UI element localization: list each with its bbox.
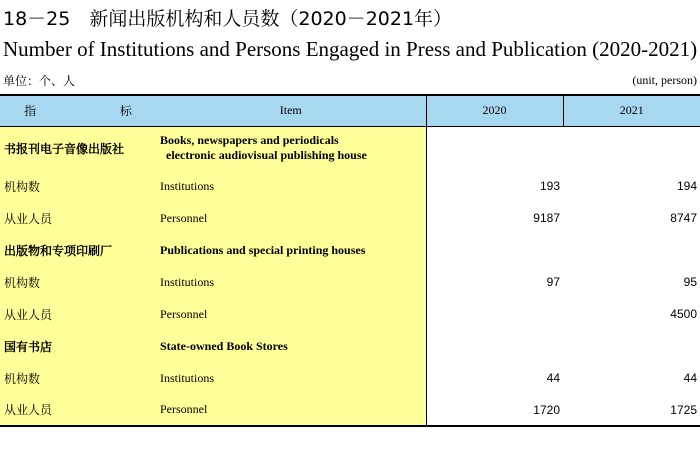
section-row-printing-houses bbox=[0, 234, 700, 266]
row-label-en-line2: electronic audiovisual publishing house bbox=[166, 148, 367, 163]
value-2021: 194 bbox=[676, 179, 697, 193]
value-2021 bbox=[563, 126, 700, 170]
table-header-row bbox=[0, 95, 700, 126]
table-row bbox=[0, 266, 700, 298]
column-header-indicator: 指 标 bbox=[0, 95, 156, 126]
value-2020 bbox=[426, 298, 563, 330]
column-header-2020: 2020 bbox=[426, 95, 563, 126]
row-label-en: Personnel bbox=[156, 298, 426, 330]
section-row-book-stores bbox=[0, 330, 700, 362]
table-row bbox=[0, 362, 700, 394]
table-title-chinese: 18－25 新闻出版机构和人员数（2020－2021年） bbox=[3, 8, 453, 30]
row-label-en-line1: Books, newspapers and periodicals bbox=[160, 133, 339, 148]
value-2021: 44 bbox=[683, 371, 697, 385]
table-row bbox=[0, 170, 700, 202]
row-label-cn: 从业人员 bbox=[0, 394, 156, 426]
table-row bbox=[0, 202, 700, 234]
value-2021: 95 bbox=[683, 275, 697, 289]
column-header-2021: 2021 bbox=[563, 95, 700, 126]
row-label-cn: 机构数 bbox=[0, 362, 156, 394]
row-label-cn: 国有书店 bbox=[0, 330, 156, 362]
unit-label-english: (unit, person) bbox=[632, 73, 697, 87]
row-label-cn: 出版物和专项印刷厂 bbox=[0, 234, 156, 266]
statistics-table bbox=[0, 94, 700, 427]
value-2021: 8747 bbox=[670, 211, 697, 225]
row-label-en: State-owned Book Stores bbox=[156, 330, 426, 362]
value-2021 bbox=[563, 234, 700, 266]
value-2020: 44 bbox=[426, 362, 563, 394]
value-2020 bbox=[426, 234, 563, 266]
table-title-english: Number of Institutions and Persons Engaged in Press and Publication (2020-2021) bbox=[3, 37, 698, 61]
row-label-cn: 机构数 bbox=[0, 170, 156, 202]
row-label-en: Personnel bbox=[156, 394, 426, 426]
row-label-en: Institutions bbox=[156, 170, 426, 202]
row-label-cn: 从业人员 bbox=[0, 202, 156, 234]
row-label-cn: 从业人员 bbox=[0, 298, 156, 330]
row-label-en: Institutions bbox=[156, 266, 426, 298]
column-header-item: Item bbox=[156, 95, 426, 126]
value-2020: 193 bbox=[426, 170, 563, 202]
row-label-en: Publications and special printing houses bbox=[156, 234, 426, 266]
row-label-cn: 机构数 bbox=[0, 266, 156, 298]
value-2020 bbox=[426, 126, 563, 170]
unit-label-chinese: 单位：个、人 bbox=[3, 74, 76, 88]
value-2021: 1725 bbox=[563, 394, 700, 426]
value-2020 bbox=[426, 330, 563, 362]
table-row bbox=[0, 298, 700, 330]
row-label-en: Personnel bbox=[156, 202, 426, 234]
value-2020: 9187 bbox=[426, 202, 563, 234]
section-row-publishing-houses bbox=[0, 126, 700, 170]
row-label-en bbox=[156, 126, 426, 170]
value-2021 bbox=[563, 330, 700, 362]
value-2020: 97 bbox=[426, 266, 563, 298]
table-row bbox=[0, 394, 700, 426]
row-label-cn: 书报刊电子音像出版社 bbox=[0, 126, 156, 170]
value-2021: 4500 bbox=[670, 307, 697, 321]
row-label-en: Institutions bbox=[156, 362, 426, 394]
value-2020: 1720 bbox=[426, 394, 563, 426]
